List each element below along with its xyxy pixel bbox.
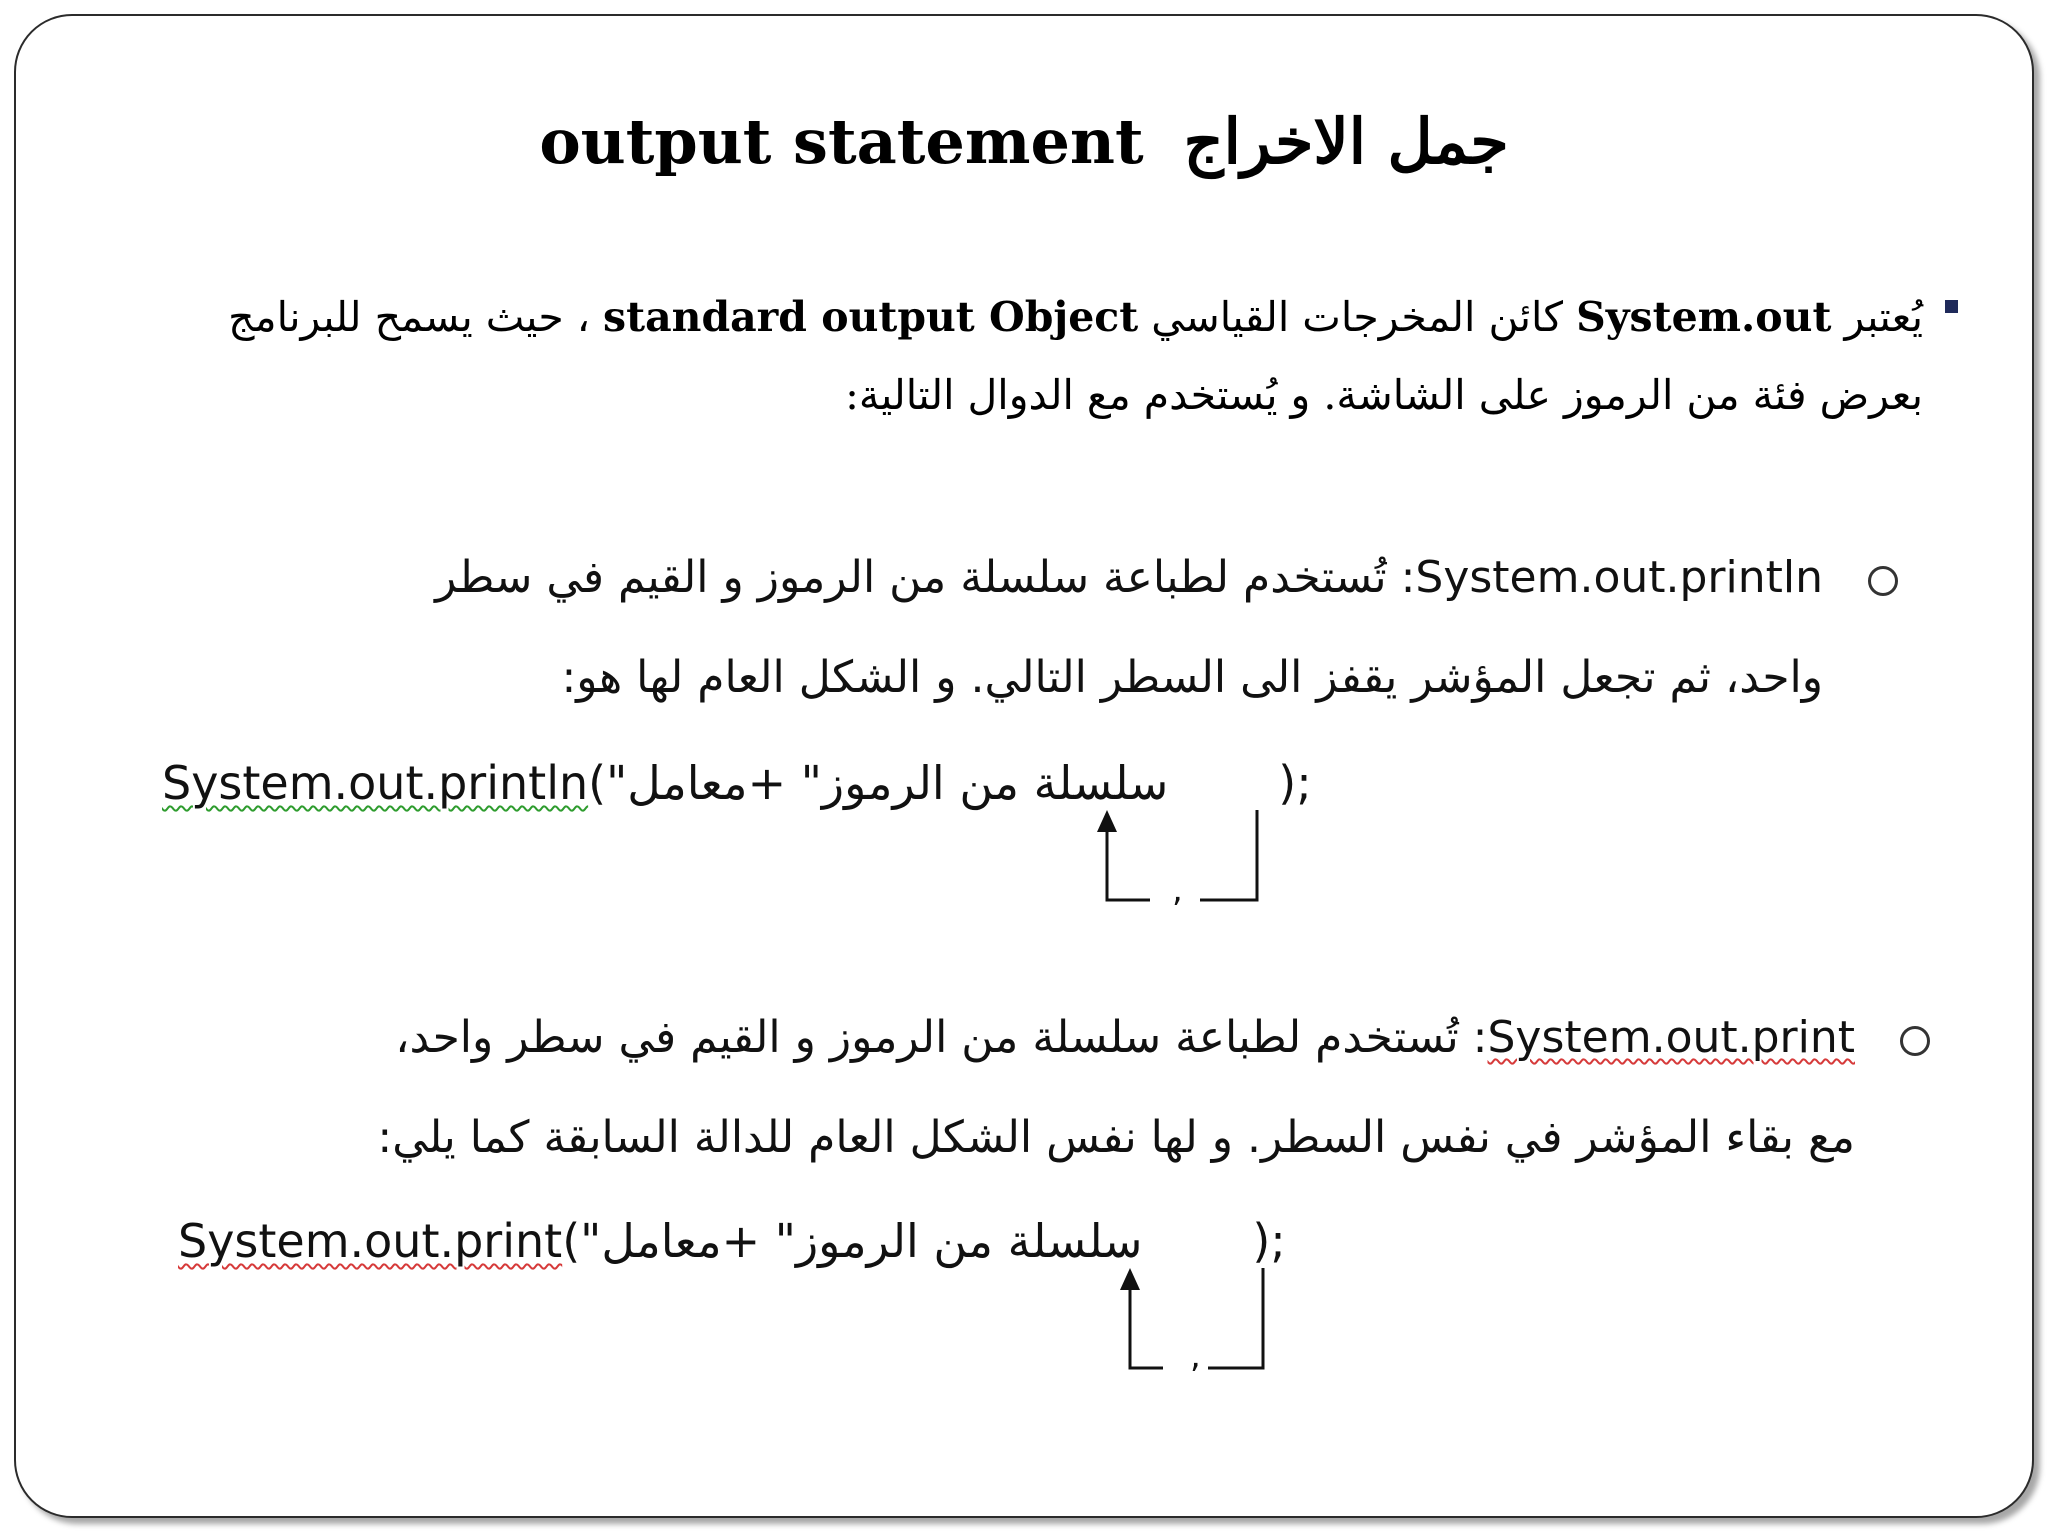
println-line-2: واحد، ثم تجعل المؤشر يقفز الى السطر التالي. و الشكل العام لها هو: (561, 652, 1823, 703)
circle-bullet-icon (1868, 566, 1898, 596)
intro-term-standard-output: standard output Object (603, 293, 1139, 341)
circle-bullet-icon (1900, 1026, 1930, 1056)
print-code-method: System.out.print (178, 1214, 563, 1268)
println-code-method: System.out.println (162, 756, 589, 810)
print-line-1 (395, 988, 1855, 1088)
print-code-string: ("سلسلة من الرموز" + (562, 1214, 1143, 1268)
intro-part3: ، حيث يسمح للبرنامج بعرض فئة من الرموز على الشاشة. و يُستخدم مع الدوال التالية: (228, 293, 1923, 419)
println-description-1: : تُستخدم لطباعة سلسلة من الرموز و القيم في سطر (435, 552, 1416, 603)
print-arrow-label: , (1190, 1336, 1201, 1376)
print-description-1: : تُستخدم لطباعة سلسلة من الرموز و القيم في سطر واحد، (395, 1012, 1488, 1063)
print-code-operand: معامل (601, 1214, 722, 1268)
println-code-string: ("سلسلة من الرموز" + (588, 756, 1169, 810)
print-line-2: مع بقاء المؤشر في نفس السطر. و لها نفس الشكل العام للدالة السابقة كما يلي: (377, 1112, 1855, 1163)
println-code-operand: معامل (627, 756, 748, 810)
title-english: output statement (539, 105, 1144, 178)
intro-part1: يُعتبر (1831, 293, 1923, 341)
title-arabic: جمل الاخراج (1183, 105, 1509, 178)
println-code (162, 756, 1312, 810)
println-arrow-label: , (1172, 870, 1183, 910)
print-method-name: System.out.print (1487, 1012, 1855, 1063)
println-method-name: System.out.println (1415, 552, 1823, 603)
square-bullet-icon (1945, 300, 1958, 313)
print-code (178, 1214, 1286, 1268)
intro-term-system-out: System.out (1576, 293, 1832, 341)
println-line-1 (435, 528, 1823, 628)
slide-title (0, 105, 2048, 178)
println-code-end: ); (1278, 756, 1312, 810)
print-code-end: ); (1252, 1214, 1286, 1268)
intro-part2: كائن المخرجات القياسي (1138, 293, 1577, 341)
intro-paragraph (133, 278, 1923, 434)
